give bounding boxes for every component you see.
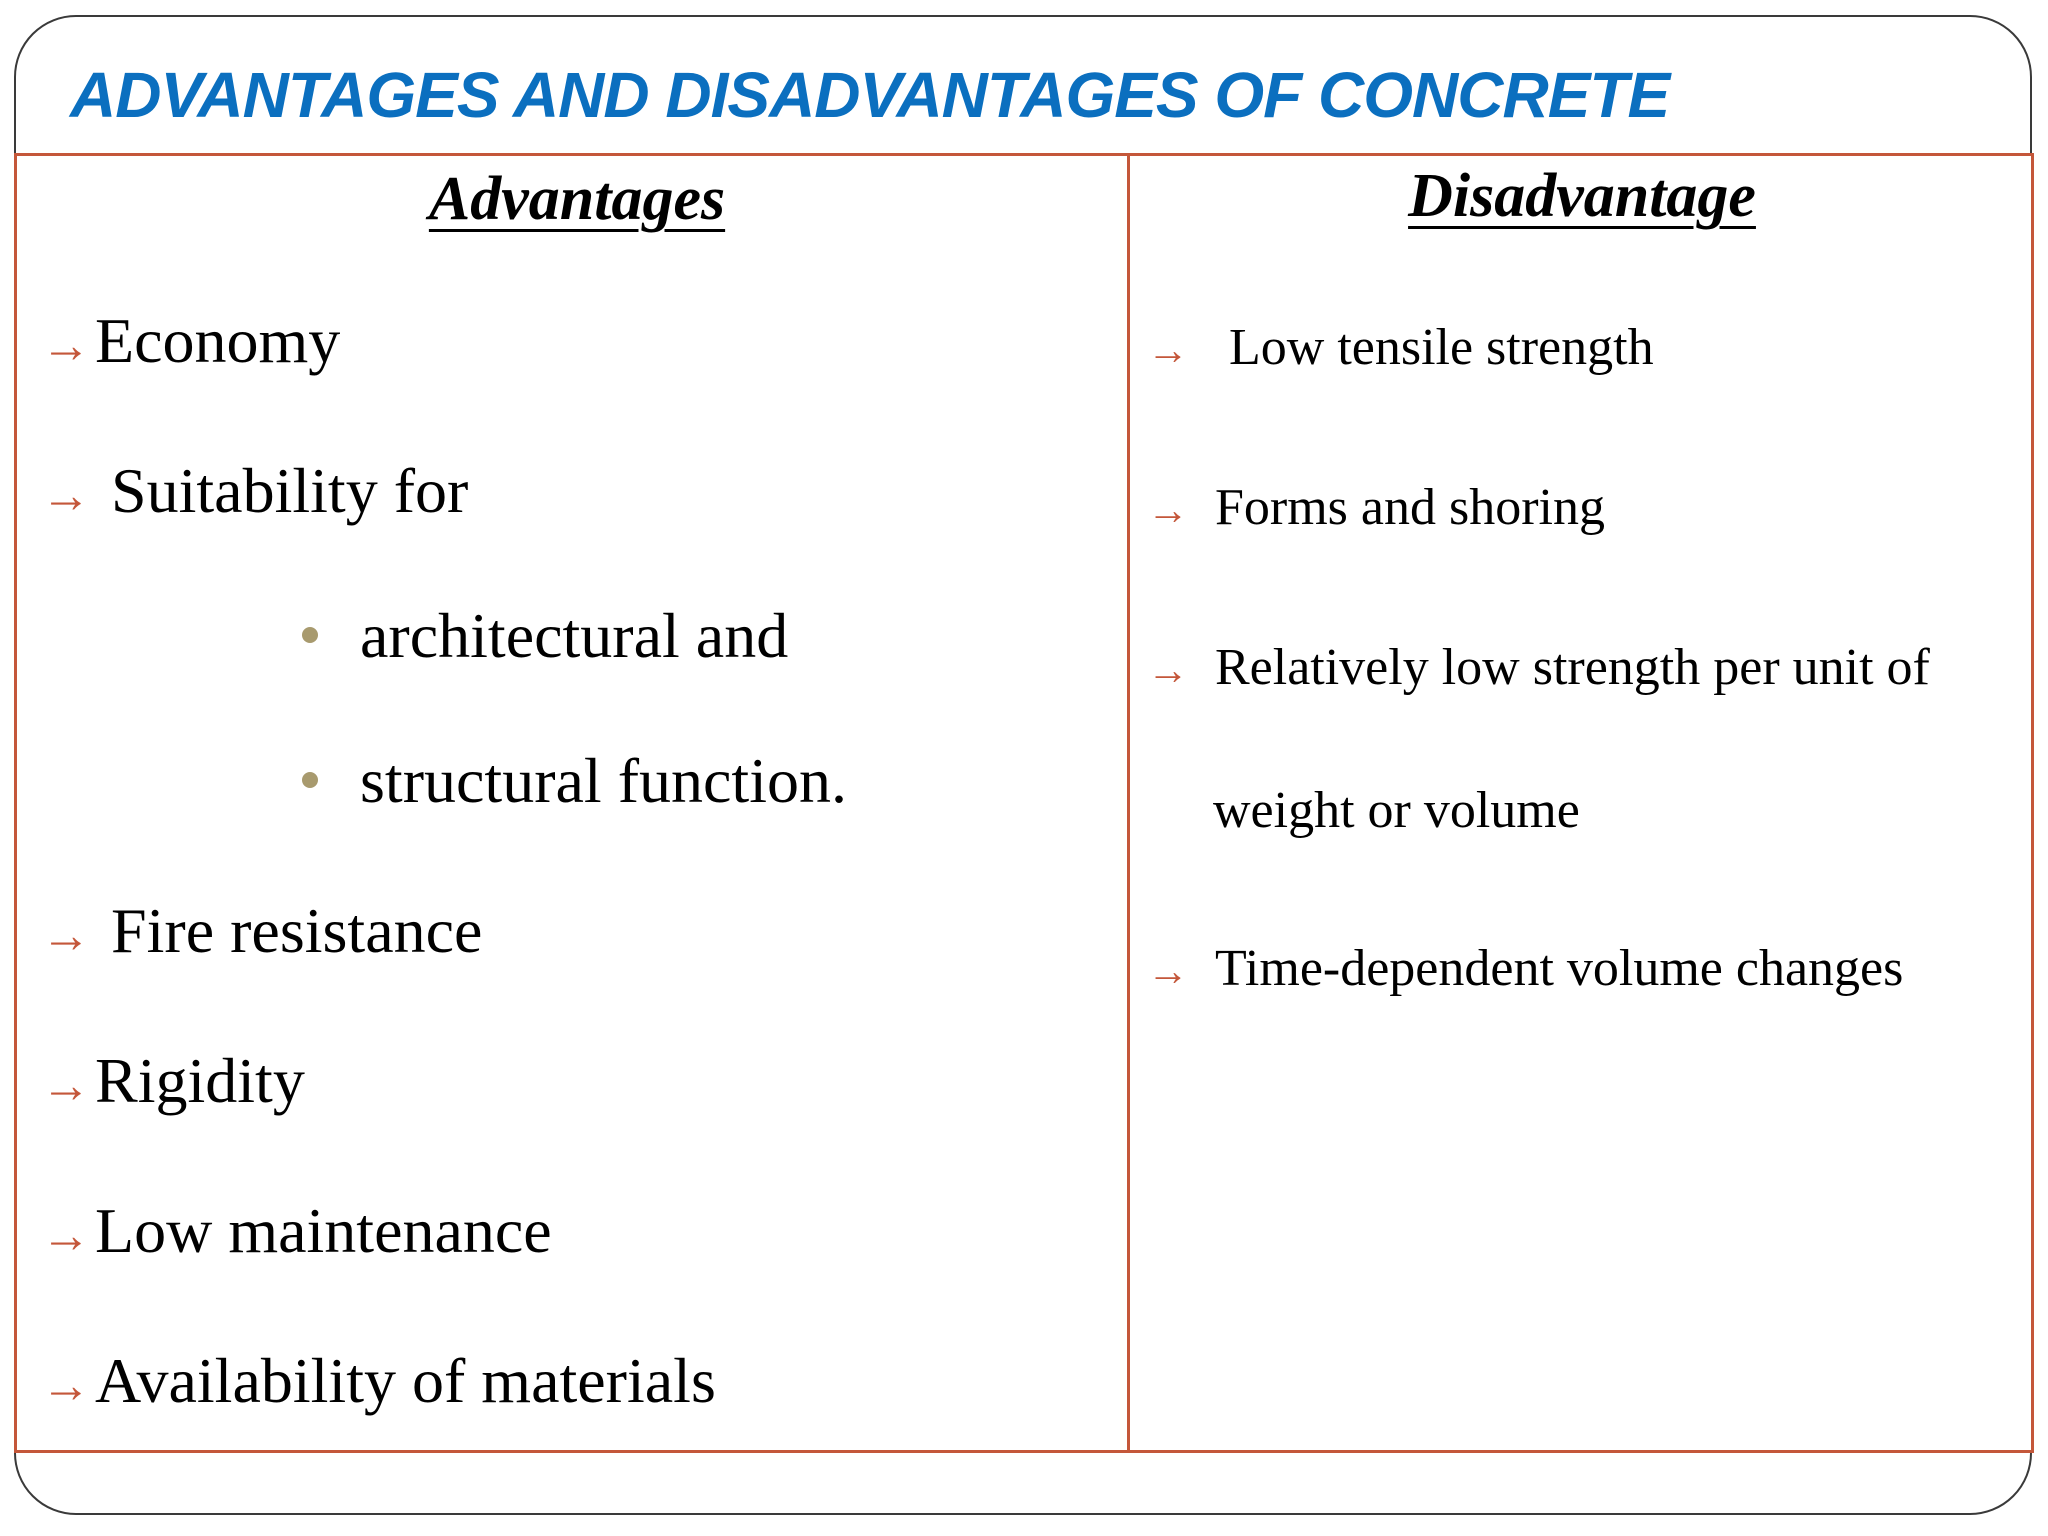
advantage-item [41,454,468,528]
advantage-item [41,894,482,968]
comparison-table [14,153,2034,1453]
disadvantage-item [1147,478,1605,537]
advantage-text: Fire resistance [111,895,483,966]
advantage-text: Low maintenance [95,1195,552,1266]
advantage-item [41,1044,305,1118]
advantage-item [41,304,340,378]
disadvantage-item [1147,638,1930,697]
disadvantage-text: Time-dependent volume changes [1215,940,1904,997]
advantage-item [41,1194,552,1268]
slide-title: ADVANTAGES AND DISADVANTAGES OF CONCRETE [70,59,1670,131]
column-divider [1127,156,1130,1450]
disadvantage-text: Low tensile strength [1229,319,1654,376]
arrow-right-icon: → [41,467,91,523]
advantage-text: Rigidity [95,1045,305,1116]
arrow-right-icon: → [1147,488,1189,534]
bullet-icon [302,627,318,643]
disadvantage-item [1147,318,1654,377]
arrow-right-icon: → [41,1057,91,1113]
advantage-text: Economy [95,305,341,376]
arrow-right-icon: → [1147,648,1189,694]
disadvantage-continuation [1213,781,1580,840]
advantages-heading: Advantages [428,165,726,233]
advantage-sub-text: architectural and [360,600,789,671]
arrow-right-icon: → [41,1207,91,1263]
arrow-right-icon: → [41,1357,91,1413]
disadvantage-text: Forms and shoring [1215,479,1605,536]
advantage-text: Availability of materials [95,1345,716,1416]
advantage-sub-text: structural function. [360,745,847,816]
advantage-sub-item [302,599,788,673]
arrow-right-icon: → [1147,328,1189,374]
bullet-icon [302,772,318,788]
advantage-sub-item [302,744,847,818]
arrow-right-icon: → [41,317,91,373]
disadvantage-text: Relatively low strength per unit of [1215,639,1930,696]
disadvantage-text: weight or volume [1213,782,1580,839]
disadvantages-heading: Disadvantage [1408,162,1756,230]
disadvantage-item [1147,939,1903,998]
arrow-right-icon: → [41,907,91,963]
advantage-item [41,1344,716,1418]
arrow-right-icon: → [1147,949,1189,995]
advantage-text: Suitability for [111,455,469,526]
